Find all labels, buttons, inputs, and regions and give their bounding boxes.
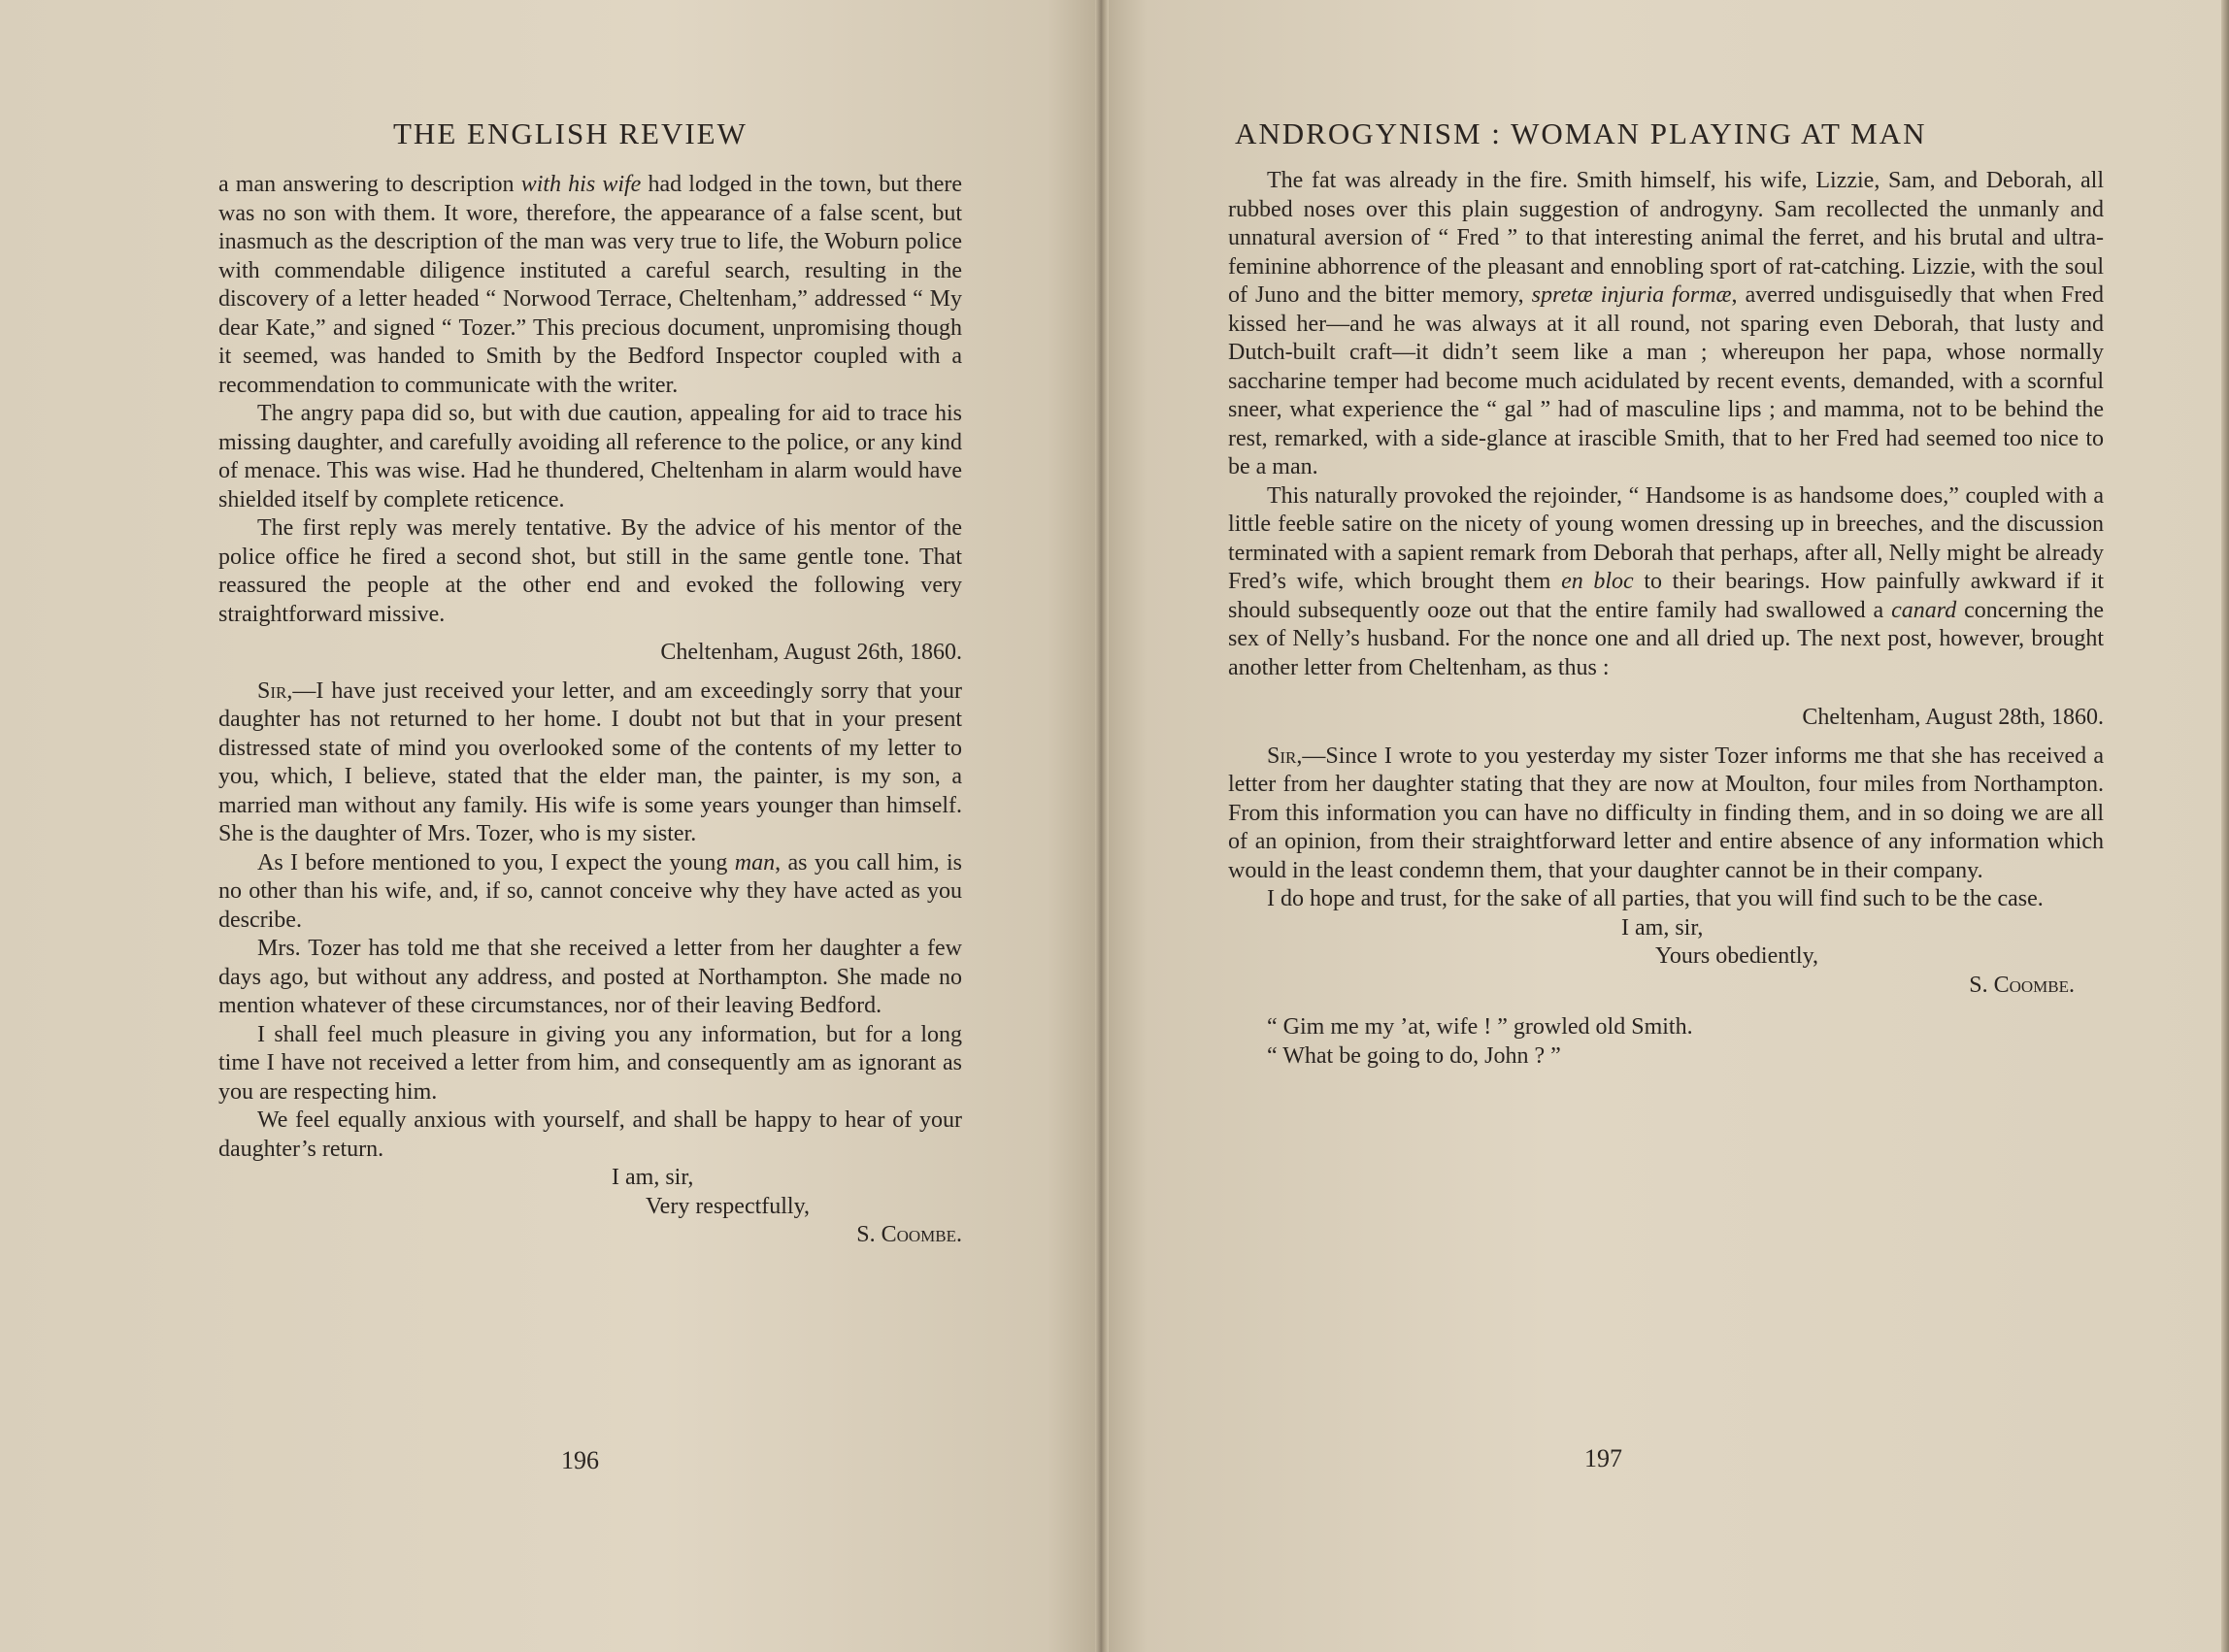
right-page (1102, 0, 2229, 1652)
letter-signature: S. Coombe. (1969, 972, 2075, 998)
paragraph: a man answering to description with his wife had lodged in the town, but there was no son with them. It wore, therefore, the appearance of a false scent, but inasmuch as the description of the man was very true to life, the Woburn police with commendable diligence instituted a careful search, resulting in the discovery of a letter headed “ Norwood Terrace, Cheltenham,” addressed “ My dear Kate,” and signed “ Tozer.” This precious document, unpromising though it seemed, was handed to Smith by the Bedford Inspector coupled with a recommendation to communicate with the writer. (218, 172, 963, 398)
paragraph: The first reply was merely tentative. By the advice of his mentor of the police office he fired a second shot, but still in the same gentle tone. That reassured the people at the other end and evoked the following very straightforward missive. (218, 515, 962, 627)
dialogue-line: “ What be going to do, John ? ” (1267, 1042, 1561, 1069)
letter-paragraph: I shall feel much pleasure in giving you any information, but for a long time I have not received a letter from him, and consequently am as ignorant as you are respecting him. (218, 1021, 962, 1105)
letter-paragraph: Sir,—I have just received your letter, and am exceedingly sorry that your daughter has not returned to her home. I doubt not but that in your present distressed state of mind you overlooked some of the contents of my letter to you, which, I believe, stated that the elder man, the painter, is my son, a married man without any family. His wife is some years younger than himself. She is the daughter of Mrs. Tozer, who is my sister. (218, 677, 962, 846)
page-number: 196 (561, 1446, 599, 1474)
salutation: Sir, (1267, 743, 1303, 769)
body-text (218, 171, 962, 1250)
running-head: ANDROGYNISM : WOMAN PLAYING AT MAN (1235, 116, 1927, 150)
page-edge (2221, 0, 2229, 1652)
letter-dateline: Cheltenham, August 28th, 1860. (1802, 705, 2104, 730)
book-gutter (1095, 0, 1109, 1652)
left-page (0, 0, 1102, 1652)
letter-closing: I am, sir, (1621, 914, 1704, 941)
letter-closing: Yours obediently, (1655, 943, 1819, 969)
letter-paragraph: As I before mentioned to you, I expect the young man, as you call him, is no other than his wife, and, if so, cannot conceive why they have acted as you describe. (218, 849, 962, 933)
letter-paragraph: Sir,—Since I wrote to you yesterday my sister Tozer informs me that she has received a letter from her daughter stating that they are now at Moulton, four miles from Northampton. From this information you can have no difficulty in finding them, and in so doing we are all of an opinion, from their straightforward letter and entire absence of any information which would in the least condemn them, that your daughter cannot be in their company. (1228, 743, 2104, 883)
page-number: 197 (1584, 1444, 1622, 1472)
letter-paragraph: Mrs. Tozer has told me that she received a letter from her daughter a few days ago, but without any address, and posted at Northampton. She made no mention whatever of these circumstances, nor of their leaving Bedford. (218, 936, 962, 1018)
salutation: Sir, (257, 677, 293, 704)
letter-paragraph: We feel equally anxious with yourself, and shall be happy to hear of your daughter’s return. (218, 1107, 962, 1162)
letter-dateline: Cheltenham, August 26th, 1860. (660, 640, 962, 665)
letter-paragraph: I do hope and trust, for the sake of all parties, that you will find such to be the case. (1267, 886, 2044, 911)
body-text (1228, 167, 2104, 1071)
paragraph: The angry papa did so, but with due caution, appealing for aid to trace his missing daughter, and carefully avoiding all reference to the police, or any kind of menace. This was wise. Had he thundered, Cheltenham in alarm would have shielded itself by complete reticence. (218, 401, 962, 512)
letter-signature: S. Coombe. (856, 1222, 962, 1247)
paragraph: This naturally provoked the rejoinder, “ Handsome is as handsome does,” coupled with a little feeble satire on the nicety of young women dressing up in breeches, and the discussion terminated with a sapient remark from Deborah that perhaps, after all, Nelly might be already Fred’s wife, which brought them en bloc to their bearings. How painfully awkward if it should subsequently ooze out that the entire family had swallowed a canard concerning the sex of Nelly’s husband. For the nonce one and all dried up. The next post, however, brought another letter from Cheltenham, as thus : (1228, 482, 2105, 680)
running-head: THE ENGLISH REVIEW (393, 116, 748, 150)
letter-closing: Very respectfully, (646, 1193, 811, 1219)
dialogue-line: “ Gim me my ’at, wife ! ” growled old Smith. (1267, 1014, 1693, 1040)
letter-closing: I am, sir, (612, 1165, 694, 1190)
paragraph: The fat was already in the fire. Smith himself, his wife, Lizzie, Sam, and Deborah, all rubbed noses over this plain suggestion of androgyny. Sam recollected the unmanly and unnatural aversion of “ Fred ” to that interesting animal the ferret, and his brutal and ultra-feminine abhorrence of the pleasant and ennobling sport of rat-catching. Lizzie, with the soul of Juno and the bitter memory, spretæ injuria formæ, averred undisguisedly that when Fred kissed her—and he was always at it all round, not sparing even Deborah, that lusty and Dutch-built craft—it didn’t seem like a man ; whereupon her papa, whose normally saccharine temper had become much acidulated by recent events, demanded, with a scornful sneer, what experience the “ gal ” had of masculine lips ; and mamma, not to be behind the rest, remarked, with a side-glance at irascible Smith, that to her Fred had seemed too nice to be a man. (1228, 168, 2105, 479)
